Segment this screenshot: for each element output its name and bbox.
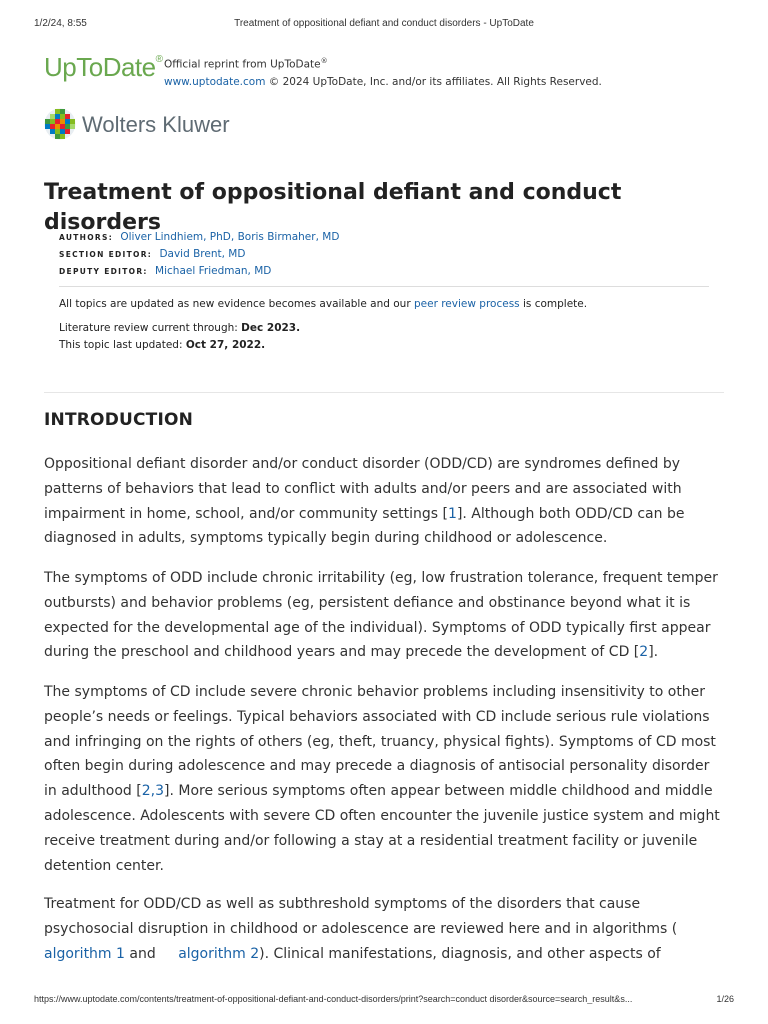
copyright-text: © 2024 UpToDate, Inc. and/or its affiliates. All Rights Reserved.	[268, 75, 602, 88]
intro-paragraph-4	[44, 892, 724, 966]
last-updated-date: Oct 27, 2022.	[185, 339, 266, 351]
p2-text-b: ].	[648, 644, 659, 661]
print-header	[34, 18, 734, 32]
p4-text-a: Treatment for ODD/CD as well as subthreshold symptoms of the disorders that cause psychosocial disruption in childhood or adolescence are reviewed here and in algorithms (	[44, 896, 678, 937]
section-editor-label: SECTION EDITOR:	[59, 250, 153, 259]
p3-text-a: The symptoms of CD include severe chronic behavior problems including insensitivity to other people’s needs or feelings. Typical behaviors associated with CD include serious rule violations and infringing on the rights of others (eg, theft, truancy, physical fights). Symptoms of CD most often begin during adolescence and may precede a diagnosis of antisocial personality disorder in adulthood [	[44, 684, 716, 800]
reprint-registered-mark: ®	[320, 57, 328, 65]
print-document-title: Treatment of oppositional defiant and conduct disorders - UpToDate	[234, 18, 534, 29]
reference-link-1[interactable]: 1	[448, 505, 457, 522]
article-title: Treatment of oppositional defiant and conduct disorders	[44, 180, 622, 235]
deputy-editor-link[interactable]: Michael Friedman, MD	[155, 265, 272, 277]
algorithm-2-link[interactable]: algorithm 2	[178, 945, 260, 962]
authors-line	[59, 229, 709, 246]
intro-paragraph-3	[44, 680, 724, 878]
print-footer	[34, 994, 734, 1008]
deputy-editor-label: DEPUTY EDITOR:	[59, 267, 148, 276]
deputy-editor-line	[59, 263, 709, 280]
reprint-label: Official reprint from UpToDate	[164, 58, 321, 71]
uptodate-logo-text: UpToDate	[44, 52, 156, 82]
article-credits	[59, 229, 709, 280]
wolters-kluwer-wordmark: Wolters Kluwer	[82, 112, 230, 137]
algorithm-1-link[interactable]: algorithm 1	[44, 945, 125, 962]
update-note-text-pre: All topics are updated as new evidence becomes available and our	[59, 298, 411, 310]
introduction-heading: INTRODUCTION	[44, 410, 194, 430]
section-editor-line	[59, 246, 709, 263]
section-editor-link[interactable]: David Brent, MD	[159, 248, 246, 260]
intro-paragraph-1	[44, 452, 724, 551]
uptodate-logo[interactable]	[44, 52, 163, 83]
authors-label: AUTHORS:	[59, 233, 114, 242]
wolters-kluwer-mosaic-icon	[44, 108, 76, 140]
header-divider	[44, 392, 724, 393]
review-dates	[59, 320, 719, 354]
p1-text-a: Oppositional defiant disorder and/or conduct disorder (ODD/CD) are syndromes defined by patterns of behaviors that lead to conflict with adults and/or peers and are associated with impairment in home, school, and/or community settings [	[44, 456, 682, 522]
peer-review-link[interactable]: peer review process	[413, 298, 520, 310]
lit-review-label: Literature review current through:	[59, 322, 238, 334]
last-updated-label: This topic last updated:	[59, 339, 183, 351]
print-date: 1/2/24, 8:55	[34, 18, 87, 29]
update-note	[59, 296, 719, 312]
reference-link-2-3[interactable]: 2,3	[141, 783, 164, 800]
author-link-birmaher[interactable]: Boris Birmaher, MD	[237, 231, 340, 243]
uptodate-logo-registered-mark: ®	[155, 54, 163, 65]
intro-paragraph-2	[44, 566, 724, 665]
p2-text-a: The symptoms of ODD include chronic irritability (eg, low frustration tolerance, frequent temper outbursts) and behavior problems (eg, persistent defiance and obstinance beyond what it is expected for the developmental age of the individual). Symptoms of ODD typically first appear during the preschool and childhood years and may precede the development of CD [	[44, 570, 718, 661]
last-updated-line	[59, 337, 719, 354]
p4-text-b: ). Clinical manifestations, diagnosis, and other aspects of	[259, 945, 661, 962]
p1-text-b: ]. Although both ODD/CD can be diagnosed in adults, symptoms typically begin during childhood or adolescence.	[44, 505, 685, 547]
author-link-lindhiem[interactable]: Oliver Lindhiem, PhD,	[120, 231, 235, 243]
literature-review-line	[59, 320, 719, 337]
p3-text-b: ]. More serious symptoms often appear between middle childhood and middle adolescence. Adolescents with severe CD often encounter the juvenile justice system and might receive treatment during and/or following a stay at a residential treatment facility or juvenile detention center.	[44, 783, 720, 874]
page-number: 1/26	[716, 994, 734, 1004]
lit-review-date: Dec 2023.	[241, 322, 301, 334]
reference-link-2[interactable]: 2	[639, 644, 649, 661]
credits-divider	[59, 286, 709, 287]
uptodate-site-link[interactable]: www.uptodate.com	[164, 75, 266, 88]
p4-and: and	[129, 945, 156, 962]
update-note-text-post: is complete.	[522, 298, 588, 310]
reprint-notice	[164, 53, 634, 91]
print-url: https://www.uptodate.com/contents/treatment-of-oppositional-defiant-and-conduct-disorders/print?search=conduct disorder&source=search_result&s...	[34, 994, 633, 1004]
